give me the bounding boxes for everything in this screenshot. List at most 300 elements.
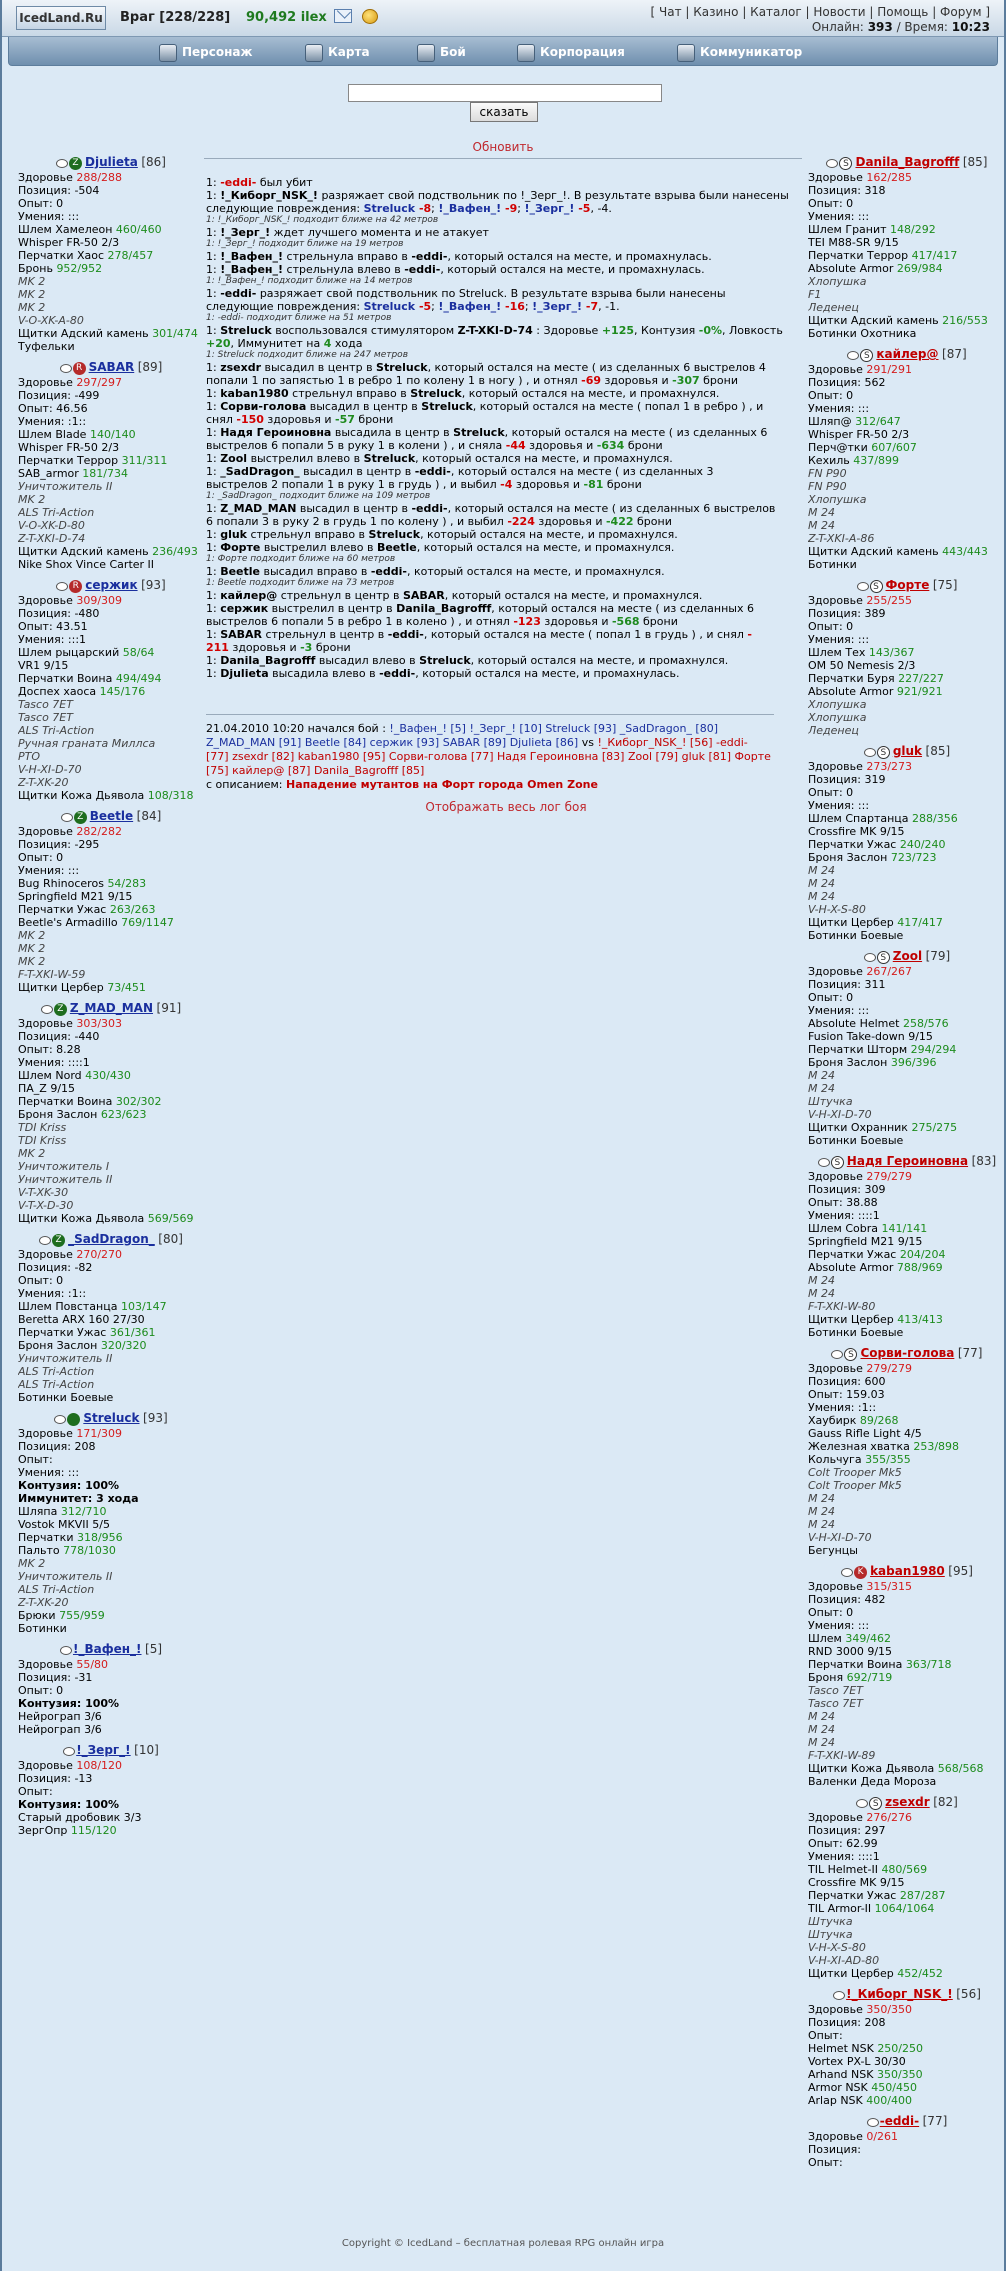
fighter-card: [808, 1153, 1006, 1339]
blue-team-list[interactable]: !_Вафен_! [5] !_Зерг_! [10] Streluck [93] _SadDragon_ [80]: [389, 722, 718, 735]
fighter-stat: [808, 633, 1006, 646]
stat-text: Опыт:: [808, 2156, 843, 2169]
chat-bubble-icon[interactable]: [60, 1646, 72, 1655]
player-name[interactable]: !_Зерг_!: [532, 300, 583, 313]
stat-text: Контузия: 100%: [18, 1697, 120, 1710]
stat-text: Ботинки: [808, 558, 857, 571]
link-chat[interactable]: Чат: [659, 5, 682, 19]
stat-text: Броня Заслон: [18, 1108, 101, 1121]
log-line: [206, 452, 806, 465]
stat-text: Здоровье: [808, 2130, 867, 2143]
stat-text: M 24: [808, 1723, 835, 1736]
stat-text: M 24: [808, 1082, 835, 1095]
durability-value: 450/450: [871, 2081, 917, 2094]
show-full-log-link[interactable]: Отображать весь лог боя: [425, 800, 587, 814]
fighter-stat: [808, 1056, 1006, 1069]
log-line: [206, 565, 806, 578]
coin-icon[interactable]: [362, 9, 378, 24]
fighter-stat: [808, 1749, 1006, 1762]
chat-bubble-icon[interactable]: [56, 582, 68, 591]
fighter-stat: [18, 1492, 204, 1505]
fighter-name[interactable]: !_Зерг_!: [76, 1743, 131, 1757]
link-news[interactable]: Новости: [813, 5, 866, 19]
log-line: [206, 337, 806, 350]
armor-value: -422: [605, 515, 634, 528]
fighter-header: [808, 1563, 1006, 1580]
log-text: хода: [331, 337, 363, 350]
log-text: стрельнул в центр в: [262, 628, 388, 641]
chat-bubble-icon[interactable]: [864, 748, 876, 757]
fighter-stat: [18, 825, 204, 838]
durability-value: 253/898: [913, 1440, 960, 1453]
fighter-name[interactable]: gluk: [892, 744, 923, 758]
log-text: стрельнула вправо в: [283, 250, 412, 263]
fighter-name[interactable]: Streluck: [83, 1411, 140, 1425]
left-team-column: [18, 154, 204, 1843]
logo[interactable]: IcedLand.Ru: [16, 6, 106, 30]
durability-value: 103/147: [120, 1300, 167, 1313]
damage-value: -5: [415, 300, 432, 313]
fighter-stat: [808, 1069, 1006, 1082]
fighter-header: [808, 1986, 1006, 2003]
log-text: высадила в центр в: [331, 426, 454, 439]
stat-text: MK 2: [18, 955, 46, 968]
fighter-stat: [18, 1479, 204, 1492]
clan-icon: K: [854, 1566, 867, 1579]
stat-text: Позиция: 389: [808, 607, 886, 620]
map-icon: [305, 44, 323, 62]
stat-text: Здоровье: [808, 760, 867, 773]
damage-value: -9: [501, 202, 518, 215]
fighter-stat: [808, 1645, 1006, 1658]
chat-bubble-icon[interactable]: [857, 582, 869, 591]
stat-text: Позиция: -31: [18, 1671, 93, 1684]
clan-icon: S: [860, 349, 873, 362]
fighter-stat: [18, 916, 204, 929]
refresh-link[interactable]: Обновить: [472, 140, 534, 154]
player-name[interactable]: !_Вафен_!: [438, 300, 502, 313]
fighter-stat: [808, 1274, 1006, 1287]
fighter-stat: [18, 968, 204, 981]
fighter-stat: [18, 184, 204, 197]
health-value: 350/350: [866, 2003, 913, 2016]
link-forum[interactable]: Форум: [940, 5, 982, 19]
fighter-name[interactable]: zsexdr: [885, 1795, 930, 1809]
log-line: [206, 641, 806, 654]
fighter-name[interactable]: _SadDragon_: [68, 1232, 155, 1246]
chat-bubble-icon[interactable]: [41, 1005, 53, 1014]
player-name: Danila_Bagrofff: [396, 602, 492, 615]
damage-value: -4: [500, 478, 513, 491]
divider: [204, 158, 802, 159]
stat-text: Позиция: -440: [18, 1030, 100, 1043]
player-name: SABAR: [402, 589, 445, 602]
stat-text: TDI Kriss: [18, 1134, 67, 1147]
stat-text: Whisper FR-50 2/3: [808, 428, 910, 441]
log-text: выстрелил в центр в: [268, 602, 397, 615]
log-move-line: 1: !_Зерг_! подходит ближе на 19 метров: [206, 239, 404, 249]
log-text: 1:: [206, 667, 221, 680]
battle-log: [206, 176, 806, 680]
fighter-stat: [808, 1401, 1006, 1414]
fighter-stat: [18, 1134, 204, 1147]
vs-text: vs: [578, 736, 598, 749]
nav-communicator[interactable]: [677, 41, 802, 63]
health-value: 267/267: [866, 965, 913, 978]
durability-value: 73/451: [107, 981, 146, 994]
fighter-stat: [808, 1196, 1006, 1209]
player-name[interactable]: !_Зерг_!: [524, 202, 575, 215]
stat-text: Опыт: 38.88: [808, 1196, 878, 1209]
log-text: , который остался на месте ( из сделанных 6 выстрелов 4: [427, 361, 766, 374]
fighter-name[interactable]: SABAR: [88, 360, 135, 374]
log-line: [206, 426, 806, 439]
stat-text: Absolute Armor: [808, 262, 897, 275]
stat-text: Ботинки Боевые: [808, 1326, 904, 1339]
link-catalog[interactable]: Каталог: [750, 5, 802, 19]
fighter-stat: [808, 1775, 1006, 1788]
fighter-stat: [808, 929, 1006, 942]
fighter-stat: [808, 1453, 1006, 1466]
stat-text: Щитки Кожа Дьявола: [18, 1212, 148, 1225]
divider: [206, 714, 774, 715]
fighter-stat: [808, 890, 1006, 903]
log-move-line: 1: _SadDragon_ подходит ближе на 109 метров: [206, 491, 431, 501]
stat-text: Опыт: 0: [18, 1274, 64, 1287]
fighter-stat: [18, 249, 204, 262]
chat-bubble-icon[interactable]: [818, 1158, 830, 1167]
fighter-stat: [18, 262, 204, 275]
chat-bubble-icon[interactable]: [864, 953, 876, 962]
log-text: , -1.: [598, 300, 620, 313]
log-text: здоровья и: [228, 641, 301, 654]
fighter-stat: [18, 1108, 204, 1121]
fighter-stat: [808, 991, 1006, 1004]
stat-text: Старый дробовик 3/3: [18, 1811, 142, 1824]
chat-bubble-icon[interactable]: [831, 1350, 843, 1359]
log-line: [206, 615, 806, 628]
blue-team-list[interactable]: Z_MAD_MAN [91] Beetle [84] сержик [93] SABAR [89] Djulieta [86]: [206, 736, 579, 749]
fighter-stat: [18, 1466, 204, 1479]
player-name: !_Зерг_!: [220, 226, 271, 239]
fighter-stat: [808, 1967, 1006, 1980]
fighter-stat: [808, 1889, 1006, 1902]
stat-text: Позиция: 297: [808, 1824, 886, 1837]
fighter-name[interactable]: Форте: [885, 578, 930, 592]
stat-text: Умения: :::: [808, 1619, 870, 1632]
fighter-name[interactable]: !_Киборг_NSK_!: [846, 1987, 953, 2001]
log-text: , который остался на месте, и промахнулась.: [440, 263, 705, 276]
log-move-line: 1: Форте подходит ближе на 60 метров: [206, 554, 396, 564]
stat-text: Позиция: 318: [808, 184, 886, 197]
fighter-card: [18, 359, 204, 571]
battle-icon: [417, 44, 435, 62]
stat-text: Позиция: -82: [18, 1261, 93, 1274]
log-text: здоровья и: [601, 374, 673, 387]
stat-text: Crossfire MK 9/15: [808, 825, 905, 838]
log-text: 1:: [206, 465, 221, 478]
log-line: [206, 202, 806, 215]
stat-text: M 24: [808, 1518, 835, 1531]
player-name[interactable]: Streluck: [363, 300, 416, 313]
stat-text: Щитки Цербер: [808, 916, 898, 929]
fighter-stat: [18, 1684, 204, 1697]
durability-value: 258/576: [902, 1017, 949, 1030]
fighter-name[interactable]: кайлер@: [876, 347, 939, 361]
stat-text: Хаубирк: [808, 1414, 860, 1427]
top-links: [ Чат | Казино | Каталог | Новости | Помощь | Форум ]: [650, 5, 990, 19]
fighter-name[interactable]: !_Вафен_!: [72, 1642, 142, 1656]
fighter-card: [808, 2113, 1006, 2169]
player-name: Streluck: [368, 528, 421, 541]
main-nav: [8, 37, 998, 66]
red-team-list[interactable]: [77] zsexdr [82] kaban1980 [95] Сорви-голова [77] Надя Героиновна [83] Zool [79] gluk [81] Форте: [206, 750, 771, 763]
fighter-stat: [808, 1658, 1006, 1671]
stat-text: Умения: :1::: [18, 415, 87, 428]
durability-value: 236/493: [152, 545, 198, 558]
chat-bubble-icon[interactable]: [847, 351, 859, 360]
damage-value: -224: [507, 515, 535, 528]
fighter-stat: [808, 1004, 1006, 1017]
fighter-stat: [18, 1518, 204, 1531]
red-team-list[interactable]: [75] кайлер@ [87] Danila_Bagrofff [85]: [206, 764, 425, 777]
stat-text: Перчатки Воина: [808, 1658, 906, 1671]
durability-value: 269/984: [896, 262, 943, 275]
fighter-stat: [808, 545, 1006, 558]
chat-bubble-icon[interactable]: [63, 1747, 75, 1756]
chat-bubble-icon[interactable]: [54, 1415, 66, 1424]
stat-text: Arlap NSK: [808, 2094, 867, 2107]
player-name: сержик: [220, 602, 269, 615]
chat-bubble-icon[interactable]: [56, 159, 68, 168]
fighter-name[interactable]: Beetle: [89, 809, 134, 823]
fighter-name[interactable]: сержик: [85, 578, 138, 592]
fighter-stat: [18, 685, 204, 698]
stat-text: Whisper FR-50 2/3: [18, 236, 120, 249]
stat-text: Z-T-XKI-D-74: [18, 532, 86, 545]
log-text: 1:: [206, 387, 221, 400]
fighter-stat: [808, 262, 1006, 275]
stat-text: M 24: [808, 519, 835, 532]
chat-bubble-icon[interactable]: [867, 2118, 879, 2127]
stat-text: Умения: ::::1: [18, 1056, 90, 1069]
fighter-stat: [808, 236, 1006, 249]
player-name: !_Вафен_!: [220, 263, 284, 276]
clan-icon: Z: [74, 811, 87, 824]
stat-text: Щитки Адский камень: [18, 545, 153, 558]
fighter-stat: [18, 493, 204, 506]
stat-text: Здоровье: [18, 1427, 77, 1440]
fighter-stat: [808, 376, 1006, 389]
stat-text: Щитки Охранник: [808, 1121, 912, 1134]
nav-label: Бой: [440, 45, 466, 59]
stat-text: Ручная граната Миллса: [18, 737, 156, 750]
log-text: 1:: [206, 452, 221, 465]
log-line: [206, 667, 806, 680]
stat-text: Леденец: [808, 724, 859, 737]
stat-text: Шлем Тех: [808, 646, 869, 659]
fighter-stat: [18, 607, 204, 620]
chat-input[interactable]: [348, 84, 662, 102]
player-name: !_Вафен_!: [220, 250, 284, 263]
health-value: 309/309: [76, 594, 123, 607]
stat-text: Контузия: 100%: [18, 1479, 120, 1492]
durability-value: 312/710: [60, 1505, 107, 1518]
fighter-stat: [18, 1121, 204, 1134]
chat-bubble-icon[interactable]: [60, 364, 72, 373]
stat-text: Здоровье: [18, 1248, 77, 1261]
stat-text: Опыт: 0: [18, 197, 64, 210]
red-team-list[interactable]: !_Киборг_NSK_! [56] -eddi-: [597, 736, 748, 749]
stat-text: Хлопушка: [808, 493, 867, 506]
durability-value: 302/302: [115, 1095, 162, 1108]
stat-text: F-T-XKI-W-80: [808, 1300, 876, 1313]
fighter-name[interactable]: Сорви-голова: [860, 1346, 955, 1360]
fighter-stat: [808, 519, 1006, 532]
log-text: 1:: [206, 324, 221, 337]
fighter-stat: [18, 929, 204, 942]
log-move-line: 1: Streluck подходит ближе на 247 метров: [206, 350, 408, 360]
nav-character[interactable]: [159, 41, 252, 63]
fighter-stat: [18, 519, 204, 532]
stat-text: Здоровье: [808, 594, 867, 607]
fighter-level: [77]: [957, 1346, 983, 1360]
fighter-name[interactable]: Надя Героиновна: [846, 1154, 969, 1168]
stat-text: Валенки Деда Мороза: [808, 1775, 937, 1788]
fighter-name[interactable]: Djulieta: [85, 155, 138, 169]
nav-corporation[interactable]: [517, 41, 625, 63]
health-value: 55/80: [76, 1658, 109, 1671]
say-button[interactable]: сказать: [470, 102, 538, 122]
nav-map[interactable]: [305, 41, 370, 63]
stat-text: Crossfire MK 9/15: [808, 1876, 905, 1889]
fighter-stat: [18, 1453, 204, 1466]
stat-text: M 24: [808, 864, 835, 877]
armor-value: 4: [323, 337, 332, 350]
damage-value: -69: [581, 374, 601, 387]
fighter-stat: [18, 659, 204, 672]
player-name: Streluck: [376, 361, 428, 374]
mail-icon[interactable]: [334, 9, 352, 23]
fighter-stat: [18, 864, 204, 877]
chat-bubble-icon[interactable]: [856, 1799, 868, 1808]
stat-text: Шлем Повстанца: [18, 1300, 121, 1313]
clan-icon: S: [877, 951, 890, 964]
fighter-name[interactable]: Danila_Bagrofff: [855, 155, 960, 169]
fighter-stat: [18, 314, 204, 327]
stat-text: Уничтожитель II: [18, 1570, 113, 1583]
link-help[interactable]: Помощь: [877, 5, 929, 19]
stat-text: Штучка: [808, 1915, 853, 1928]
fighter-stat: [18, 838, 204, 851]
fighter-card: [18, 154, 204, 353]
durability-value: 437/899: [853, 454, 899, 467]
fighter-stat: [18, 1248, 204, 1261]
stat-text: Перчатки Буря: [808, 672, 899, 685]
durability-value: 417/417: [897, 916, 943, 929]
stat-text: Опыт: 43.51: [18, 620, 88, 633]
chat-bubble-icon[interactable]: [39, 1236, 51, 1245]
stat-text: Хлопушка: [808, 698, 867, 711]
fighter-stat: [808, 2055, 1006, 2068]
fighter-stat: [808, 1902, 1006, 1915]
fighter-stat: [808, 1580, 1006, 1593]
fighter-stat: [18, 981, 204, 994]
log-text: высадил в центр в: [299, 465, 415, 478]
durability-value: 263/263: [109, 903, 156, 916]
stat-text: ALS Tri-Action: [18, 724, 95, 737]
stat-text: Absolute Armor: [808, 1261, 897, 1274]
log-text: , который остался на месте, и промахнулся.: [406, 565, 665, 578]
fighter-stat: [18, 633, 204, 646]
clan-icon: S: [831, 1156, 844, 1169]
fighter-level: [86]: [141, 155, 166, 169]
stat-text: Перчатки Воина: [18, 672, 116, 685]
health-value: 255/255: [866, 594, 913, 607]
fighter-stat: [808, 607, 1006, 620]
player-name[interactable]: !_Вафен_!: [438, 202, 502, 215]
log-line: [206, 439, 806, 452]
link-casino[interactable]: Казино: [693, 5, 739, 19]
chat-bubble-icon[interactable]: [61, 813, 73, 822]
chat-bubble-icon[interactable]: [841, 1568, 853, 1577]
fighter-level: [75]: [932, 578, 958, 592]
fighter-stat: [18, 340, 204, 353]
stat-text: Tasco 7ET: [18, 711, 73, 724]
fighter-stat: [808, 1632, 1006, 1645]
fighter-name[interactable]: kaban1980: [870, 1564, 945, 1578]
fighter-stat: [808, 506, 1006, 519]
chat-bubble-icon[interactable]: [826, 159, 838, 168]
chat-bubble-icon[interactable]: [833, 1991, 845, 2000]
stat-text: TDI Kriss: [18, 1121, 67, 1134]
stat-text: Перчатки Ужас: [18, 903, 110, 916]
log-text: снял: [206, 413, 237, 426]
fighter-name[interactable]: Z_MAD_MAN: [69, 1001, 154, 1015]
fighter-stat: [808, 620, 1006, 633]
player-name: Zool: [220, 452, 248, 465]
stat-text: M 24: [808, 877, 835, 890]
durability-value: 778/1030: [63, 1544, 116, 1557]
fighter-stat: [18, 1596, 204, 1609]
fighter-stat: [808, 1209, 1006, 1222]
log-text: стрельнул в центр в: [277, 589, 403, 602]
armor-value: -0%: [698, 324, 723, 337]
fighter-card: [18, 1000, 204, 1225]
fighter-header: [808, 1345, 1006, 1362]
fighter-name[interactable]: -eddi-: [879, 2114, 920, 2128]
stat-text: Позиция: 562: [808, 376, 886, 389]
log-move-line: 1: !_Вафен_! подходит ближе на 14 метров: [206, 276, 413, 286]
stat-text: MK 2: [18, 288, 46, 301]
clan-icon: S: [870, 580, 883, 593]
fighter-stat: [808, 428, 1006, 441]
nav-battle[interactable]: [417, 41, 466, 63]
stat-text: Опыт: 0: [18, 1684, 64, 1697]
stat-text: Позиция: 482: [808, 1593, 886, 1606]
log-text: здоровья и: [540, 615, 612, 628]
stat-text: V-H-XI-D-70: [808, 1108, 872, 1121]
fighter-name[interactable]: Zool: [892, 949, 923, 963]
player-name[interactable]: Streluck: [363, 202, 416, 215]
fighter-stat: [808, 760, 1006, 773]
stat-text: Щитки Кожа Дьявола: [18, 789, 148, 802]
stat-text: M 24: [808, 506, 835, 519]
stat-text: F-T-XKI-W-59: [18, 968, 86, 981]
fighter-stat: [808, 1697, 1006, 1710]
stat-text: Beetle's Armadillo: [18, 916, 122, 929]
fighter-stat: [808, 1684, 1006, 1697]
